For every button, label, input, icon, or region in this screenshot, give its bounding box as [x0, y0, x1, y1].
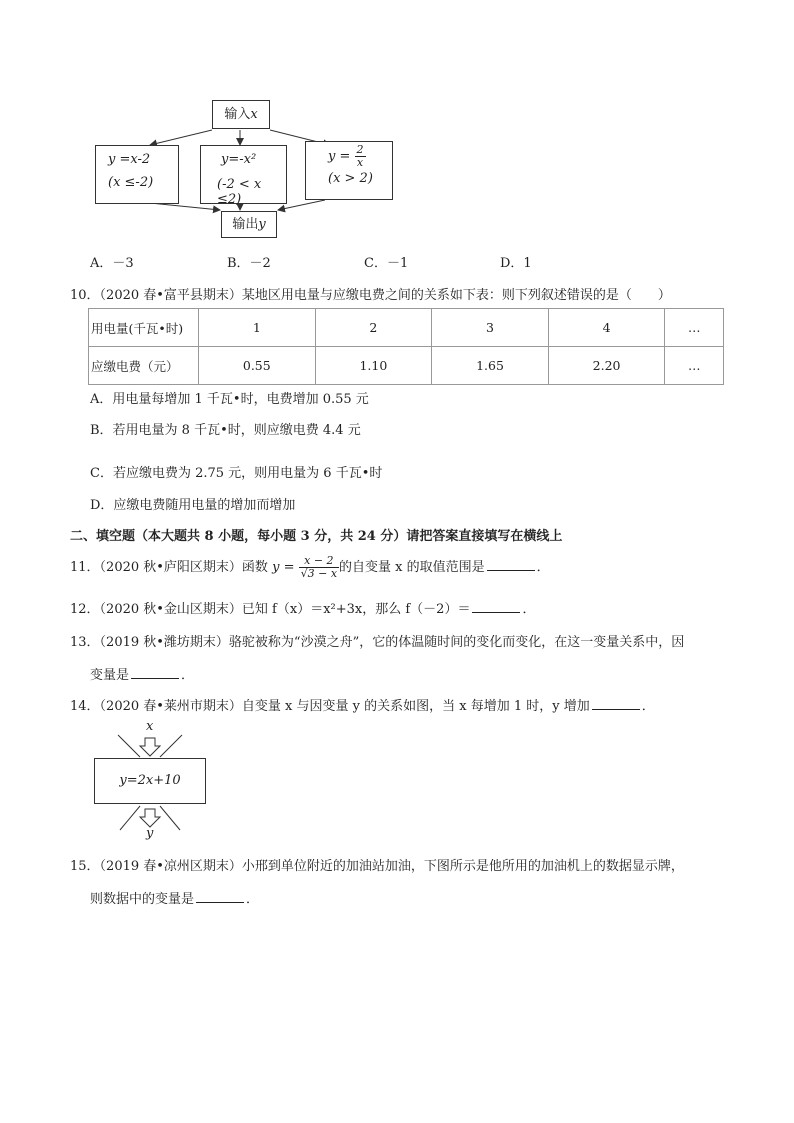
- q14-diagram-output: y: [146, 826, 154, 841]
- q10-option-c: C．若应缴电费为 2.75 元，则用电量为 6 千瓦•时: [90, 466, 383, 481]
- output-label: 输出: [232, 217, 259, 232]
- table-header-usage: 用电量(千瓦•时): [89, 309, 199, 347]
- branch3-den: x: [356, 156, 364, 169]
- q12-text: 12．（2020 秋•金山区期末）已知 f（x）＝x²+3x，那么 f（－2）＝: [70, 602, 471, 617]
- q15-text: 则数据中的变量是: [90, 892, 195, 907]
- q14-text: 14．（2020 春•莱州市期末）自变量 x 与因变量 y 的关系如图，当 x 每增加 1 时，y 增加: [70, 699, 590, 714]
- q11-eq: =: [283, 560, 295, 575]
- q9-option-c: C．－1: [364, 256, 409, 271]
- table-cell: …: [665, 309, 724, 347]
- table-cell: 1.65: [432, 347, 549, 385]
- table-cell: 1.10: [315, 347, 432, 385]
- q9-option-b: B．－2: [227, 256, 271, 271]
- input-label: 输入: [224, 107, 251, 122]
- q13-end: ．: [181, 668, 195, 683]
- table-cell: …: [665, 347, 724, 385]
- answer-blank[interactable]: [196, 890, 244, 903]
- branch3-lhs: y =: [328, 149, 351, 164]
- q14-diagram-box: [94, 758, 206, 804]
- branch2-formula: y=-x²: [221, 152, 257, 167]
- q15-line1: 15．（2019 春•凉州区期末）小邢到单位附近的加油站加油，下图所示是他所用的加油机上的数据显示牌，: [70, 859, 684, 874]
- table-cell: 1: [199, 309, 316, 347]
- table-header-fee: 应缴电费（元）: [89, 347, 199, 385]
- q11-den: √3 − x: [300, 567, 338, 580]
- q10-option-d: D．应缴电费随用电量的增加而增加: [90, 498, 296, 513]
- branch1-formula: y =x-2: [108, 152, 151, 167]
- q14-end: ．: [641, 699, 655, 714]
- branch3-condition: (x > 2): [328, 171, 373, 186]
- q14-diagram-formula: y=2x+10: [119, 773, 181, 788]
- branch2-condition: (-2 < x ≤2): [217, 177, 262, 207]
- branch1-condition: (x ≤-2): [108, 175, 154, 190]
- output-var: y: [258, 217, 266, 232]
- table-cell: 2: [315, 309, 432, 347]
- table-cell: 4: [548, 309, 665, 347]
- q11-num: x − 2: [299, 555, 339, 568]
- table-cell: 3: [432, 309, 549, 347]
- q13-text: 变量是: [90, 668, 130, 683]
- table-cell: 0.55: [199, 347, 316, 385]
- q10-stem: 10．（2020 春•富平县期末）某地区用电量与应缴电费之间的关系如下表：则下列叙述错误的是（ ）: [70, 288, 671, 303]
- q13-line1: 13．（2019 秋•潍坊期末）骆驼被称为“沙漠之舟”，它的体温随时间的变化而变化，在这一变量关系中，因: [70, 635, 685, 650]
- input-var: x: [250, 107, 258, 122]
- table-cell: 2.20: [548, 347, 665, 385]
- q15-end: ．: [246, 892, 260, 907]
- q9-option-d: D．1: [500, 256, 532, 271]
- q12-end: ．: [522, 602, 536, 617]
- q11-prefix: 11．（2020 秋•庐阳区期末）函数: [70, 560, 268, 575]
- q14-diagram-input: x: [146, 719, 154, 734]
- q11-suffix: 的自变量 x 的取值范围是: [339, 560, 485, 575]
- section-2-heading: 二、填空题（本大题共 8 小题，每小题 3 分，共 24 分）请把答案直接填写在横线上: [70, 529, 563, 544]
- q10-option-a: A．用电量每增加 1 千瓦•时，电费增加 0.55 元: [90, 392, 369, 407]
- q11-end: ．: [536, 560, 550, 575]
- q9-option-a: A．－3: [90, 256, 134, 271]
- q10-option-b: B．若用电量为 8 千瓦•时，则应缴电费 4.4 元: [90, 423, 361, 438]
- q15-line2: [90, 888, 259, 907]
- q11-y: y: [272, 560, 280, 575]
- branch3-num: 2: [356, 143, 364, 156]
